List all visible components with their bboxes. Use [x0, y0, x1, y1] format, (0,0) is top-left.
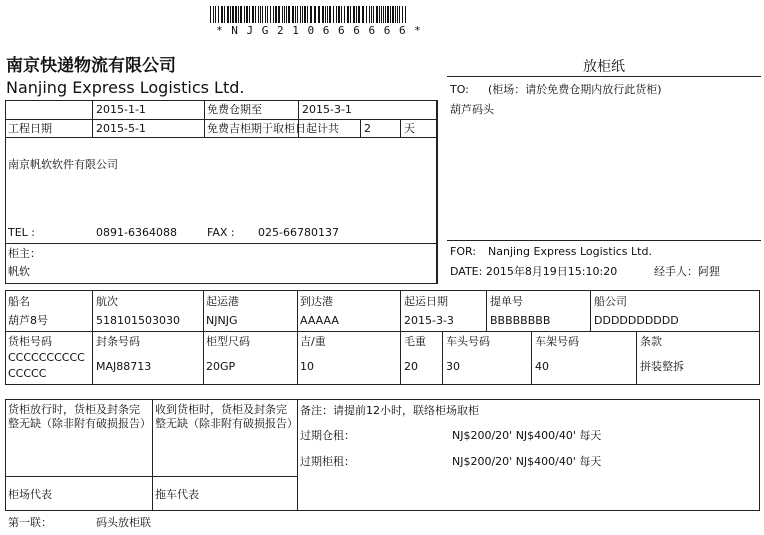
voyage-label: 航次 — [96, 295, 118, 308]
release-note: 货柜放行时，货柜及封条完整无缺（除非附有破损报告） — [8, 403, 151, 430]
barcode-bar — [399, 6, 400, 23]
vessel-value: 葫芦8号 — [8, 314, 48, 327]
detention-value: NJ$200/20' NJ$400/40' 每天 — [452, 455, 602, 468]
barcode-bar — [338, 6, 340, 23]
days-unit: 天 — [404, 122, 415, 135]
barcode-bar — [252, 6, 254, 23]
barcode-bar — [350, 6, 351, 23]
barcode-bar — [405, 6, 406, 23]
barcode-bar — [227, 6, 229, 23]
barcode-bar — [232, 6, 234, 23]
chassis-value: 40 — [535, 360, 549, 373]
barcode-bar — [341, 6, 342, 23]
tel-label: TEL : — [8, 226, 36, 239]
barcode-bar — [258, 6, 259, 23]
work-date-value: 2015-5-1 — [96, 122, 146, 135]
barcode-bar — [224, 6, 225, 23]
size-value: 20GP — [206, 360, 236, 373]
tare-label: 吉/重 — [300, 335, 326, 348]
barcode-bar — [347, 6, 349, 23]
barcode-bar — [249, 6, 250, 23]
barcode-bar — [333, 6, 334, 23]
barcode-bar — [221, 6, 223, 23]
bl-label: 提单号 — [490, 295, 523, 308]
barcode-bar — [314, 6, 316, 23]
barcode-bar — [262, 6, 263, 23]
pod-label: 到达港 — [300, 295, 333, 308]
barcode-bar — [215, 6, 216, 23]
barcode-bar — [353, 6, 355, 23]
barcode-bar — [213, 6, 214, 23]
barcode-bar — [327, 6, 328, 23]
fax-value: 025-66780137 — [258, 226, 339, 239]
barcode-bar — [371, 6, 372, 23]
free-detention-label: 免费吉柜期于取柜日起计共 — [207, 122, 339, 135]
consignee-name: 南京帆软软件有限公司 — [8, 158, 118, 171]
barcode-bar — [246, 6, 248, 23]
size-label: 柜型尺码 — [206, 335, 250, 348]
barcode-text: * N J G 2 1 0 6 6 6 6 6 6 * — [216, 24, 422, 37]
carrier-value: DDDDDDDDDD — [594, 314, 679, 327]
container-no-value-1: CCCCCCCCCC — [8, 351, 85, 364]
fax-label: FAX : — [207, 226, 235, 239]
chassis-label: 车架号码 — [535, 335, 579, 348]
barcode-bar — [385, 6, 386, 23]
yard-rep: 柜场代表 — [8, 488, 52, 501]
barcode-bar — [218, 6, 219, 23]
barcode-bar — [295, 6, 296, 23]
voyage-value: 518101503030 — [96, 314, 180, 327]
barcode-bar — [381, 6, 382, 23]
barcode-bar — [284, 6, 285, 23]
barcode-bar — [402, 6, 403, 23]
barcode-bar — [255, 6, 256, 23]
barcode-bar — [318, 6, 320, 23]
free-storage-label: 免费仓期至 — [207, 103, 262, 116]
barcode-bar — [265, 6, 266, 23]
detention-label: 过期柜租： — [300, 455, 355, 468]
barcode-bar — [325, 6, 326, 23]
carrier-label: 船公司 — [594, 295, 627, 308]
vessel-label: 船名 — [8, 295, 30, 308]
barcode-bar — [230, 6, 231, 23]
barcode-bar — [358, 6, 360, 23]
for-label: FOR: — [450, 245, 476, 258]
barcode-bar — [302, 6, 303, 23]
barcode-bar — [244, 6, 245, 23]
barcode-bar — [260, 6, 261, 23]
seal-label: 封条号码 — [96, 335, 140, 348]
container-no-value-2: CCCCC — [8, 367, 47, 380]
terms-value: 拼装整拆 — [640, 360, 684, 373]
barcode-bar — [369, 6, 370, 23]
owner-label: 柜主： — [8, 247, 41, 260]
seal-value: MAJ88713 — [96, 360, 152, 373]
barcode-bar — [235, 6, 237, 23]
barcode-bar — [329, 6, 331, 23]
to-note: (柜场：请於免费仓期内放行此货柜) — [488, 83, 662, 96]
barcode-bar — [366, 6, 367, 23]
truck-value: 30 — [446, 360, 460, 373]
barcode-bar — [288, 6, 290, 23]
barcode-bar — [383, 6, 384, 23]
row1-date: 2015-1-1 — [96, 103, 146, 116]
company-name-cn: 南京快递物流有限公司 — [6, 56, 176, 76]
barcode-bar — [344, 6, 345, 23]
for-value: Nanjing Express Logistics Ltd. — [488, 245, 652, 258]
etd-value: 2015-3-3 — [404, 314, 454, 327]
terms-label: 条款 — [640, 335, 662, 348]
truck-rep: 拖车代表 — [155, 488, 199, 501]
barcode-bar — [395, 6, 396, 23]
barcode-bar — [275, 6, 277, 23]
barcode-bar — [278, 6, 280, 23]
barcode-bar — [307, 6, 308, 23]
barcode-graphic — [210, 6, 407, 23]
truck-label: 车头号码 — [446, 335, 490, 348]
barcode-bar — [397, 6, 398, 23]
document-title: 放柜纸 — [583, 59, 625, 75]
barcode-bar — [240, 6, 242, 23]
barcode-bar — [387, 6, 389, 23]
pol-label: 起运港 — [206, 295, 239, 308]
tare-value: 10 — [300, 360, 314, 373]
gross-value: 20 — [404, 360, 418, 373]
barcode-bar — [273, 6, 274, 23]
barcode-bar — [362, 6, 364, 23]
barcode-bar — [390, 6, 391, 23]
to-value: 葫芦码头 — [450, 103, 494, 116]
copy-value: 码头放柜联 — [96, 516, 151, 529]
company-name-en: Nanjing Express Logistics Ltd. — [6, 78, 245, 97]
container-no-label: 货柜号码 — [8, 335, 52, 348]
gross-label: 毛重 — [404, 335, 426, 348]
barcode-bar — [304, 6, 306, 23]
free-storage-value: 2015-3-1 — [302, 103, 352, 116]
storage-value: NJ$200/20' NJ$400/40' 每天 — [452, 429, 602, 442]
bl-value: BBBBBBBB — [490, 314, 551, 327]
barcode-bar — [392, 6, 394, 23]
pod-value: AAAAA — [300, 314, 339, 327]
barcode-bar — [300, 6, 301, 23]
barcode-bar — [270, 6, 271, 23]
tel-value: 0891-6364088 — [96, 226, 177, 239]
receive-note: 收到货柜时，货柜及封条完整无缺（除非附有破损报告） — [155, 403, 298, 430]
barcode-bar — [373, 6, 374, 23]
barcode-bar — [336, 6, 337, 23]
etd-label: 起运日期 — [404, 295, 448, 308]
copy-label: 第一联： — [8, 516, 52, 529]
barcode-bar — [286, 6, 287, 23]
barcode-bar — [356, 6, 357, 23]
barcode-bar — [297, 6, 298, 23]
to-label: TO: — [450, 83, 469, 96]
free-detention-days: 2 — [364, 122, 371, 135]
issue-date: DATE: 2015年8月19日15:10:20 — [450, 265, 618, 278]
barcode-bar — [210, 6, 211, 23]
barcode-bar — [267, 6, 268, 23]
barcode-bar — [282, 6, 283, 23]
barcode-bar — [310, 6, 312, 23]
remark: 备注：请提前12小时，联络柜场取柜 — [300, 404, 479, 417]
barcode-bar — [379, 6, 380, 23]
barcode-bar — [322, 6, 324, 23]
handler: 经手人：阿狸 — [654, 265, 720, 278]
work-date-label: 工程日期 — [8, 122, 52, 135]
barcode-bar — [238, 6, 239, 23]
barcode-bar — [376, 6, 378, 23]
pol-value: NJNJG — [206, 314, 238, 327]
barcode-bar — [292, 6, 294, 23]
owner-value: 帆软 — [8, 265, 30, 278]
storage-label: 过期仓租： — [300, 429, 355, 442]
